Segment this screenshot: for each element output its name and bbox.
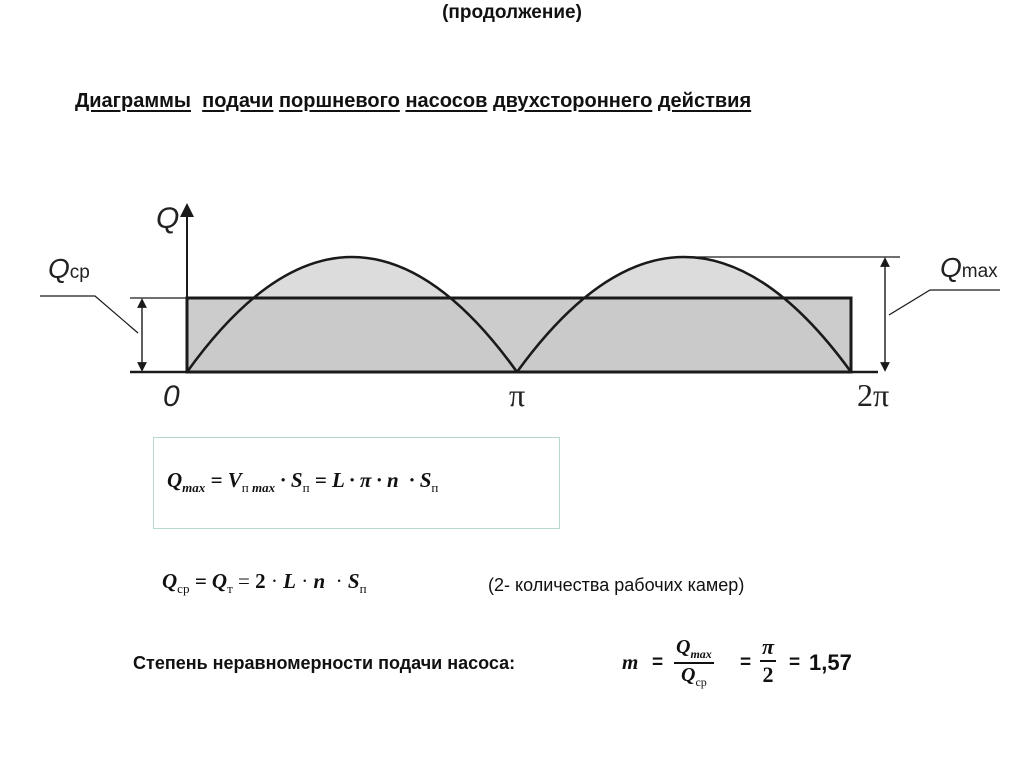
f2-q: Q <box>162 569 178 593</box>
f2-eq1: = <box>189 569 212 593</box>
f2-s: S <box>347 569 360 593</box>
y-axis-label: Q <box>156 202 180 235</box>
f1-l: L <box>332 468 345 492</box>
q-ratio-den: $Q_{ср}$ <box>681 664 707 689</box>
f2-dot1: · <box>265 569 284 593</box>
f2-n: n <box>313 569 326 593</box>
f2-dot2: · <box>295 569 314 593</box>
m-eq3: = <box>789 652 801 673</box>
q-ratio-fraction <box>674 636 714 690</box>
m-eq1: = <box>652 652 664 673</box>
f1-v-sub2: max <box>252 480 276 496</box>
q-avg-leader <box>40 296 138 333</box>
formula-qavg <box>162 569 367 597</box>
f1-dot1: · <box>275 468 291 492</box>
heading-word-4: насосов <box>405 90 488 112</box>
q-max-label: Qmax <box>940 252 998 283</box>
q-ratio-num: $Q_{max}$ <box>674 636 714 664</box>
f1-s1-sub: п <box>302 480 310 496</box>
f1-eq1: = <box>205 468 228 492</box>
f2-q-sub: ср <box>177 581 190 597</box>
chambers-note: (2- количества рабочих камер) <box>488 575 745 595</box>
f1-dot4: · <box>398 468 420 492</box>
heading-word-5: двухстороннего <box>492 90 653 112</box>
f1-v: V <box>227 468 242 492</box>
f2-l: L <box>283 569 296 593</box>
f1-v-sub1: п <box>241 480 249 496</box>
m-letter: m <box>622 650 639 674</box>
m-symbol <box>622 650 638 675</box>
m-value: 1,57 <box>809 650 852 675</box>
f1-n: n <box>387 468 399 492</box>
f2-qt: Q <box>211 569 228 593</box>
m-eq2: = <box>740 652 752 673</box>
q-avg-label: Qср <box>48 253 90 284</box>
f2-qt-sub: т <box>227 581 233 597</box>
x-tick-0: 0 <box>163 380 180 413</box>
x-tick-pi: π <box>509 377 526 413</box>
f1-s2: S <box>419 468 432 492</box>
f2-s-sub: п <box>359 581 367 597</box>
f1-s2-sub: п <box>431 480 439 496</box>
heading-word-6: действия <box>657 90 752 112</box>
f2-two: 2 <box>255 569 266 593</box>
x-tick-2pi: 2π <box>857 377 890 413</box>
f1-pi: π <box>359 468 372 492</box>
pi-num: π <box>760 634 776 662</box>
formula-qmax <box>167 468 438 496</box>
f1-dot2: · <box>344 468 360 492</box>
diagram-heading <box>75 90 751 113</box>
heading-word-1: Диаграммы <box>75 90 192 112</box>
f2-eq2: = <box>232 569 256 593</box>
q-max-leader <box>889 290 1000 315</box>
pi-fraction <box>760 634 776 688</box>
f1-q-sub: max <box>182 480 206 496</box>
heading-word-2: подачи <box>202 90 274 112</box>
supply-diagram <box>0 180 1024 420</box>
f1-dot3: · <box>371 468 388 492</box>
f1-q: Q <box>167 468 183 492</box>
f2-dot3: · <box>325 569 348 593</box>
slide-title: (продолжение) <box>442 2 582 23</box>
f1-s1: S <box>290 468 303 492</box>
pi-den: 2 <box>762 662 774 687</box>
heading-word-3: поршневого <box>278 90 400 112</box>
average-supply-rect <box>187 298 851 372</box>
nonuniformity-label: Степень неравномерности подачи насоса: <box>133 653 516 673</box>
f1-eq2: = <box>309 468 332 492</box>
